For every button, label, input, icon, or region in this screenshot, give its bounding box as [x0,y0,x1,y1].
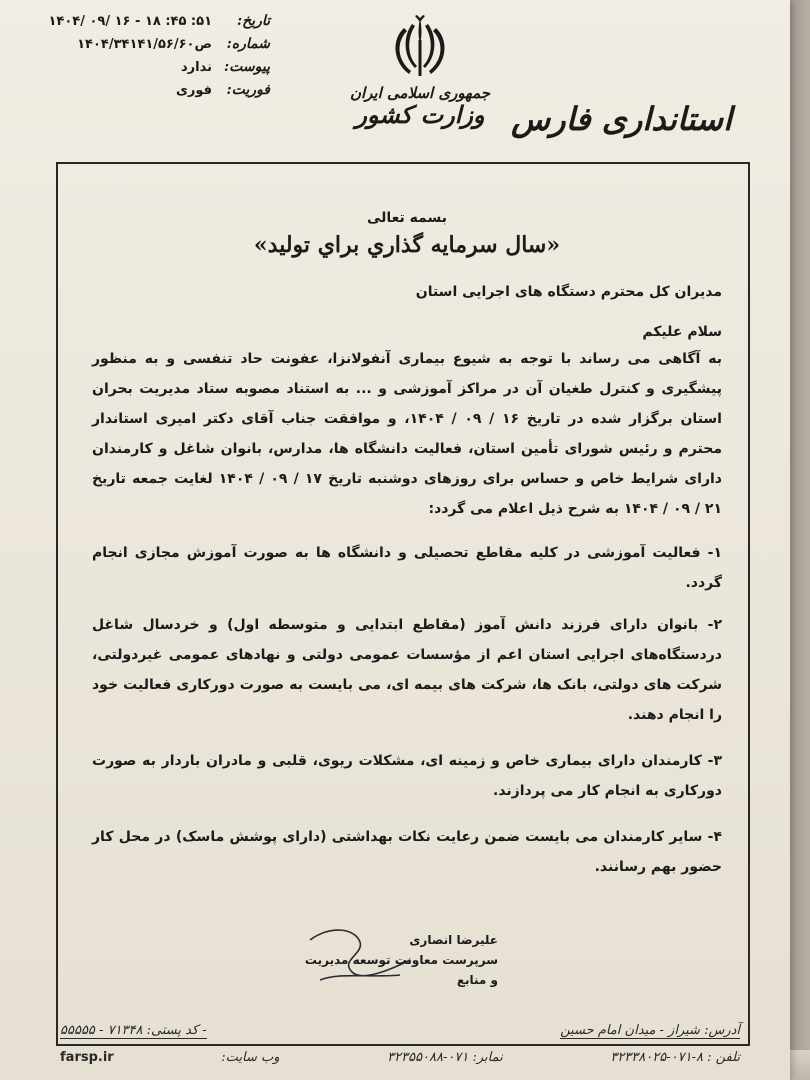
year-motto: «سال سرمایه گذاري براي توليد» [253,232,561,258]
republic-name: جمهوری اسلامی ایران [349,84,491,102]
signature-block [298,930,498,990]
ministry-emblem-block [340,14,500,129]
date-row [30,10,270,33]
attachment-label: پیوست: [224,59,270,75]
greeting: سلام علیکم [642,324,722,340]
number-label: شماره: [226,36,270,52]
list-item-1: ۱- فعالیت آموزشی در کلیه مقاطع تحصیلی و دانشگاه ها به صورت آموزش مجازی انجام گردد. [92,545,722,591]
website-link[interactable]: farsp.ir [60,1049,114,1065]
letter-meta [30,10,270,102]
attachment-value: ندارد [180,60,212,75]
letter-footer [60,1018,740,1070]
letter-body [92,210,722,882]
governorate-title: استانداری فارس [511,100,732,138]
addressee: مدیران کل محترم دستگاه های اجرایی استان [415,284,722,300]
attachment-row [30,56,270,79]
fax-text: نمابر: ۰۷۱-۳۲۳۵۵۰۸۸ [387,1049,503,1065]
urgency-value: فوری [175,83,212,98]
iran-emblem-icon [385,14,455,80]
number-row [30,33,270,56]
phone-text: تلفن : ۸-۰۷۱-۳۲۳۳۸۰۲۵ [610,1049,740,1065]
footer-row-address [60,1018,740,1044]
urgency-row [30,79,270,102]
date-value: ۱۴۰۴/ ۰۹/ ۱۶ - ۱۸ :۴۵ :۵۱ [48,14,212,29]
basmala: بسمه تعالی [366,210,448,226]
date-label: تاریخ: [236,13,270,29]
list-item-4: ۴- سایر کارمندان می بایست ضمن رعایت نکات بهداشتی (دارای پوشش ماسک) در محل کار حضور بهم رسانند. [92,829,722,875]
address-text: آدرس: شیراز - میدان امام حسین [560,1023,740,1038]
website-label: وب سایت: [221,1049,280,1065]
signer-title: سرپرست معاونت توسعه مدیریت و منابع [304,953,498,987]
list-item-3: ۳- کارمندان دارای بیماری خاص و زمینه ای، مشکلات ریوی، قلبی و مادران باردار به صورت دورکاری به انجام کار می پردازند. [92,753,722,799]
intro-paragraph: به آگاهی می رساند با توجه به شیوع بیماری آنفولانزا، عفونت حاد تنفسی و به منظور پیشگیری و کنترل طغیان آن در مراکز آموزشی و ... به استناد مصوبه ستاد مدیریت بحران استان برگزار شده در تاریخ ۱۶ / ۰۹ / ۱۴۰۴، و موافقت جناب آقای دکتر امیری استاندار محترم و رئیس شورای تأمین استان، فعالیت دانشگاه ها، مدارس، بانوان شاغل و کارمندان دارای شرایط خاص و حساس برای روزهای دوشنبه تاریخ ۱۷ / ۰۹ / ۱۴۰۴ لغایت جمعه تاریخ ۲۱ / ۰۹ / ۱۴۰۴ به شرح ذیل اعلام می گردد: [92,351,722,517]
ministry-name: وزارت کشور [355,100,485,129]
number-value: ص۱۴۰۴/۳۴۱۴۱/۵۶/۶۰ [77,37,212,52]
list-item-2: ۲- بانوان دارای فرزند دانش آموز (مقاطع ابتدایی و متوسطه اول) و خردسال شاغل دردستگاه‌های اجرایی استان اعم از مؤسسات عمومی دولتی و نهادهای عمومی غیردولتی، شرکت های دولتی، بانک ها، شرکت های بیمه ای، می بایست به صورت دورکاری فعالیت خود را انجام دهند. [92,617,722,723]
urgency-label: فوریت: [226,82,270,98]
footer-row-contact [60,1044,740,1070]
signer-name: علیرضا انصاری [409,933,498,947]
postal-code-text: - کد پستی: ۷۱۳۴۸ - ۵۵۵۵۵ [60,1023,207,1038]
